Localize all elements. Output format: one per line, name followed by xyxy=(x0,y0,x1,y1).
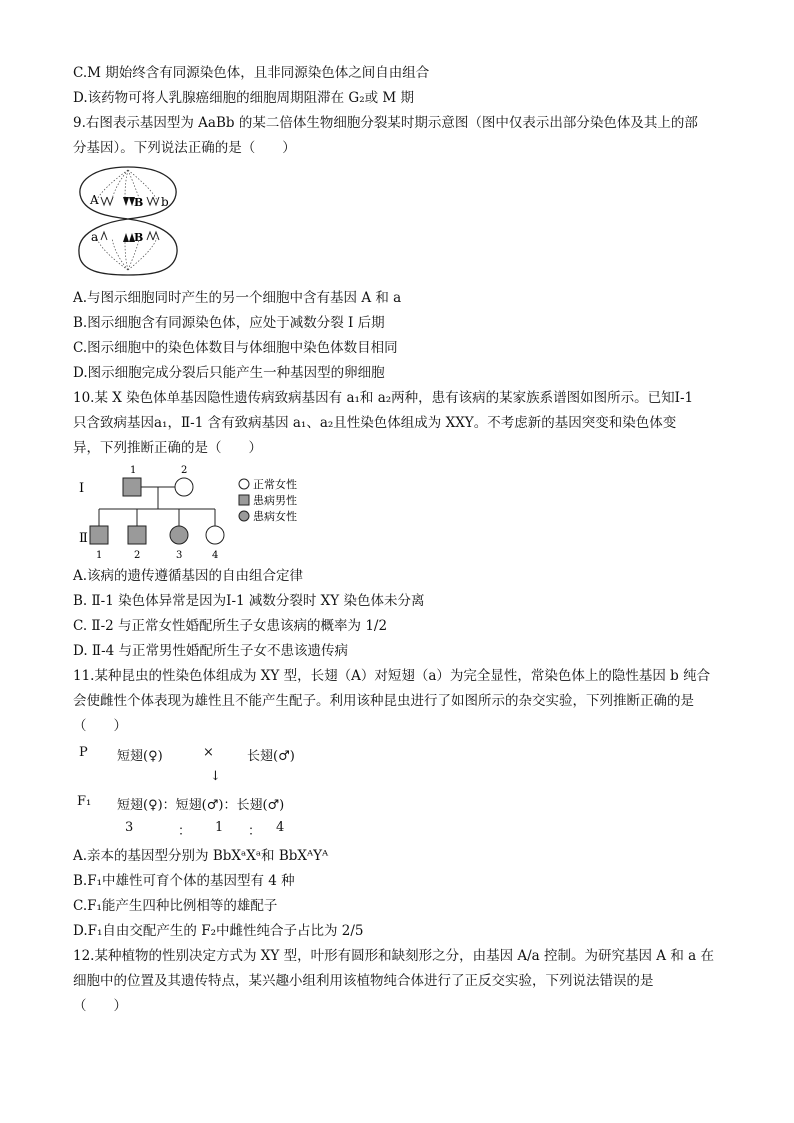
legend-affected-male-icon xyxy=(239,495,249,505)
question-12-stem: 细胞中的位置及其遗传特点，某兴趣小组利用该植物纯合体进行了正反交实验，下列说法错误的是 xyxy=(73,973,654,989)
question-11-stem: 会使雌性个体表现为雄性且不能产生配子。利用该种昆虫进行了如图所示的杂交实验，下列推断正确的是 xyxy=(73,693,694,709)
ratio-value: 1 xyxy=(215,820,224,835)
question-10-stem: 异，下列推断正确的是（ ） xyxy=(73,440,262,456)
individual-number: 1 xyxy=(96,550,103,561)
option-line: A.与图示细胞同时产生的另一个细胞中含有基因 A 和 a xyxy=(73,290,402,306)
question-11-stem: （ ） xyxy=(73,718,127,734)
question-10-stem: 10.某 X 染色体单基因隐性遗传病致病基因有 a₁和 a₂两种，患有该病的某家族系谱图如图所示。已知Ⅰ-1 xyxy=(73,390,694,406)
option-line: A.亲本的基因型分别为 BbXᵃXᵃ和 BbXᴬYᴬ xyxy=(73,848,329,864)
option-line: A.该病的遗传遵循基因的自由组合定律 xyxy=(73,568,304,584)
legend-label: 患病女性 xyxy=(253,510,297,523)
gene-label: b xyxy=(161,195,169,209)
individual-number: 2 xyxy=(181,465,188,476)
normal-female-symbol xyxy=(206,526,224,544)
cross-symbol: × xyxy=(203,745,214,760)
option-line: B.F₁中雄性可育个体的基因型有 4 种 xyxy=(73,873,295,889)
gene-label: a xyxy=(91,230,99,244)
gene-label: B xyxy=(134,231,144,244)
offspring-phenotypes: 短翅(♀)：短翅(♂)：长翅(♂) xyxy=(117,798,285,813)
legend-normal-female-icon xyxy=(239,479,249,489)
gene-label: A xyxy=(90,193,99,207)
affected-male-symbol xyxy=(128,526,146,544)
option-line: D.F₁自由交配产生的 F₂中雌性纯合子占比为 2/5 xyxy=(73,923,364,939)
pedigree-chart xyxy=(73,460,313,562)
option-line: B. Ⅱ-1 染色体异常是因为Ⅰ-1 减数分裂时 XY 染色体未分离 xyxy=(73,593,425,609)
option-line: D.图示细胞完成分裂后只能产生一种基因型的卵细胞 xyxy=(73,365,385,381)
cell-division-figure xyxy=(73,162,183,278)
parent-phenotype: 长翅(♂) xyxy=(247,749,295,764)
normal-female-symbol xyxy=(175,478,193,496)
option-line: C.F₁能产生四种比例相等的雄配子 xyxy=(73,898,278,914)
ratio-value: 3 xyxy=(125,820,134,835)
ratio-value: 4 xyxy=(276,820,285,835)
arrow-down-icon: ↓ xyxy=(210,769,221,784)
legend-affected-female-icon xyxy=(239,511,249,521)
affected-female-symbol xyxy=(170,526,188,544)
parent-phenotype: 短翅(♀) xyxy=(117,749,163,764)
generation-label: Ⅱ xyxy=(79,531,88,546)
affected-male-symbol xyxy=(123,478,141,496)
question-9-stem: 分基因）。下列说法正确的是（ ） xyxy=(73,140,296,156)
legend-label: 患病男性 xyxy=(253,494,297,507)
option-line: C. Ⅱ-2 与正常女性婚配所生子女患该病的概率为 1/2 xyxy=(73,618,388,634)
question-9-stem: 9.右图表示基因型为 AaBb 的某二倍体生物细胞分裂某时期示意图（图中仅表示出部分染色体及其上的部 xyxy=(73,115,698,131)
generation-label: P xyxy=(79,745,88,760)
ratio-separator: ： xyxy=(178,824,192,839)
question-12-stem: （ ） xyxy=(73,998,127,1014)
gene-label: B xyxy=(134,196,144,209)
question-10-stem: 只含致病基因a₁，Ⅱ-1 含有致病基因 a₁、a₂且性染色体组成为 XXY。不考虑新的基因突变和染色体变 xyxy=(73,415,677,431)
legend-label: 正常女性 xyxy=(253,478,297,491)
generation-label: F₁ xyxy=(77,794,92,809)
generation-label: Ⅰ xyxy=(79,481,85,496)
option-line: D.该药物可将人乳腺癌细胞的细胞周期阻滞在 G₂或 M 期 xyxy=(73,90,415,106)
option-line: B.图示细胞含有同源染色体，应处于减数分裂 I 后期 xyxy=(73,315,385,331)
individual-number: 2 xyxy=(134,550,141,561)
option-line: C.M 期始终含有同源染色体，且非同源染色体之间自由组合 xyxy=(73,65,430,81)
individual-number: 3 xyxy=(176,550,183,561)
option-line: D. Ⅱ-4 与正常男性婚配所生子女不患该遗传病 xyxy=(73,643,349,659)
option-line: C.图示细胞中的染色体数目与体细胞中染色体数目相同 xyxy=(73,340,398,356)
ratio-separator: ： xyxy=(248,824,262,839)
individual-number: 1 xyxy=(130,465,137,476)
affected-male-symbol xyxy=(90,526,108,544)
individual-number: 4 xyxy=(212,550,219,561)
question-12-stem: 12.某种植物的性别决定方式为 XY 型，叶形有圆形和缺刻形之分，由基因 A/a 控制。为研究基因 A 和 a 在 xyxy=(73,948,714,964)
question-11-stem: 11.某种昆虫的性染色体组成为 XY 型，长翅（A）对短翅（a）为完全显性，常染色体上的隐性基因 b 纯合 xyxy=(73,668,711,684)
